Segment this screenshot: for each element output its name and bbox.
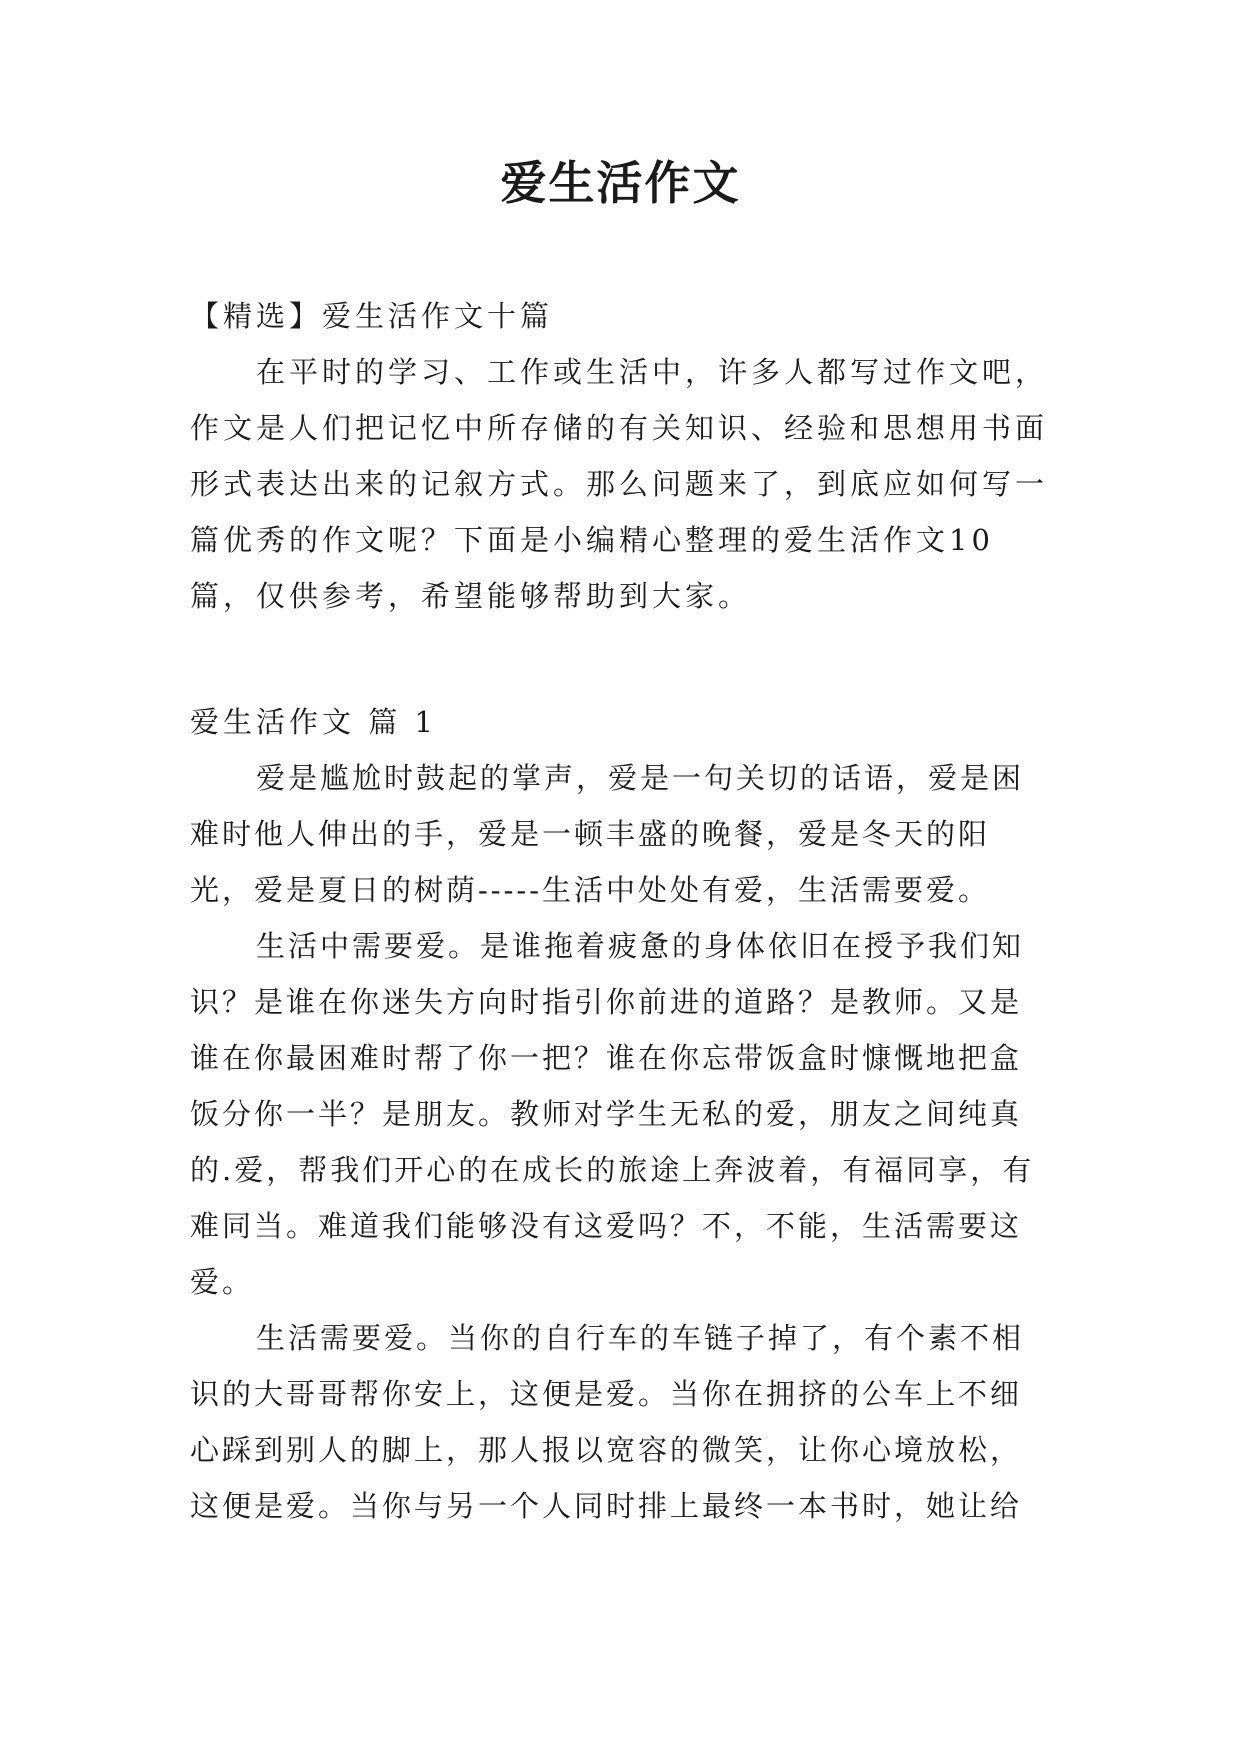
document-subtitle: 【精选】爱生活作文十篇: [190, 299, 554, 333]
section-heading: 爱生活作文 篇 1: [190, 705, 437, 739]
body-paragraph: 生活需要爱。当你的自行车的车链子掉了，有个素不相识的大哥哥帮你安上，这便是爱。当你在拥挤的公车上不细心踩到别人的脚上，那人报以宽容的微笑，让你心境放松，这便是爱。当你与另一个人同时排上最终一本书时，她让给: [190, 1321, 1025, 1523]
body-paragraph: 生活中需要爱。是谁拖着疲惫的身体依旧在授予我们知识？是谁在你迷失方向时指引你前进的道路？是教师。又是谁在你最困难时帮了你一把？谁在你忘带饭盒时慷慨地把盒饭分你一半？是朋友。教师对学生无私的爱，朋友之间纯真的.爱，帮我们开心的在成长的旅途上奔波着，有福同享，有难同当。难道我们能够没有这爱吗？不，不能，生活需要这爱。: [190, 929, 1035, 1299]
body-paragraph: 爱是尴尬时鼓起的掌声，爱是一句关切的话语，爱是困难时他人伸出的手，爱是一顿丰盛的晚餐，爱是冬天的阳光，爱是夏日的树荫-----生活中处处有爱，生活需要爱。: [190, 761, 1025, 907]
document-title: 爱生活作文: [500, 156, 741, 210]
intro-paragraph: 在平时的学习、工作或生活中，许多人都写过作文吧，作文是人们把记忆中所存储的有关知识、经验和思想用书面形式表达出来的记叙方式。那么问题来了，到底应如何写一篇优秀的作文呢？下面是小编精心整理的爱生活作文10篇，仅供参考，希望能够帮助到大家。: [190, 355, 1049, 613]
